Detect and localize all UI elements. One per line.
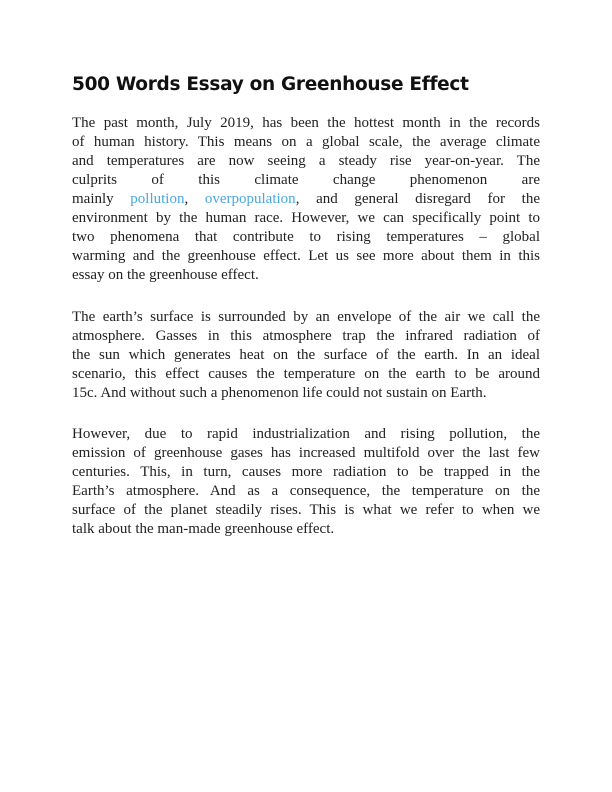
essay-title: 500 Words Essay on Greenhouse Effect	[72, 74, 469, 95]
paragraph-2	[72, 308, 540, 403]
text-line: essay on the greenhouse effect.	[72, 267, 259, 283]
text-line: the sun which generates heat on the surface of the earth. In an ideal	[72, 347, 540, 363]
text-line: environment by the human race. However, we can specifically point to	[72, 210, 540, 226]
text-line: of human history. This means on a global scale, the average climate	[72, 134, 540, 150]
paragraph-1	[72, 114, 540, 285]
text-line: centuries. This, in turn, causes more radiation to be trapped in the	[72, 464, 540, 480]
text-line: 15c. And without such a phenomenon life could not sustain on Earth.	[72, 385, 487, 401]
overpopulation-link[interactable]: overpopulation	[204, 191, 296, 207]
text-line: The earth’s surface is surrounded by an envelope of the air we call the	[72, 309, 540, 325]
text: ,	[184, 191, 205, 207]
text-line: atmosphere. Gasses in this atmosphere trap the infrared radiation of	[72, 328, 540, 344]
text: , and general disregard for the	[295, 191, 541, 207]
text-line: Earth’s atmosphere. And as a consequence, the temperature on the	[72, 483, 540, 499]
text-line: two phenomena that contribute to rising temperatures – global	[72, 229, 540, 245]
text-line-with-links	[72, 190, 540, 209]
text-line: emission of greenhouse gases has increased multifold over the last few	[72, 445, 540, 461]
text: mainly	[72, 191, 131, 207]
pollution-link[interactable]: pollution	[130, 191, 185, 207]
text-line: The past month, July 2019, has been the hottest month in the records	[72, 115, 540, 131]
text-line: However, due to rapid industrialization and rising pollution, the	[72, 426, 540, 442]
text-line: warming and the greenhouse effect. Let us see more about them in this	[72, 248, 540, 264]
text-line: culprits of this climate change phenomenon are	[72, 172, 540, 188]
text-line: talk about the man-made greenhouse effect.	[72, 521, 335, 537]
paragraph-3	[72, 425, 540, 539]
text-line: scenario, this effect causes the temperature on the earth to be around	[72, 366, 540, 382]
text-line: and temperatures are now seeing a steady rise year-on-year. The	[72, 153, 540, 169]
text-line: surface of the planet steadily rises. This is what we refer to when we	[72, 502, 540, 518]
